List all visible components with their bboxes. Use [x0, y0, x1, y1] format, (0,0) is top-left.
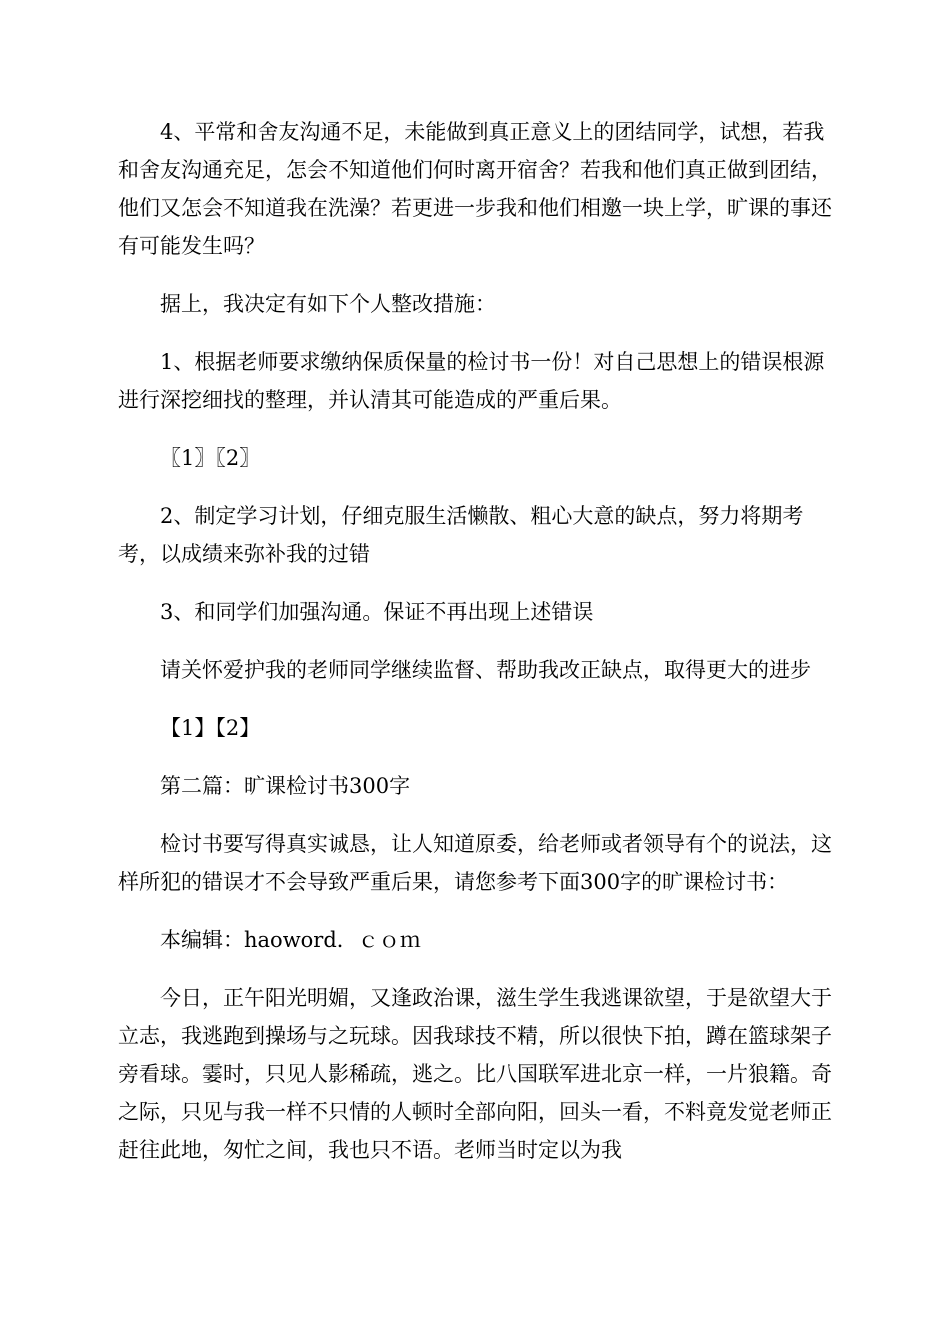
paragraph-story: 今日，正午阳光明媚，又逢政治课，滋生学生我逃课欲望，于是欲望大于立志，我逃跑到操场与之玩球。因我球技不精，所以很快下拍，蹲在篮球架子旁看球。霎时，只见人影稀疏，逃之。比八国联军进北京一样，一片狼籍。奇之际，只见与我一样不只情的人顿时全部向阳，回头一看，不料竟发觉老师正赶往此地，匆忙之间，我也只不语。老师当时定以为我: [118, 986, 832, 1162]
page-marker-2: 【1】【2】: [160, 716, 261, 740]
section-heading: 第二篇：旷课检讨书300字: [160, 774, 411, 798]
paragraph-measure-3: 3、和同学们加强沟通。保证不再出现上述错误: [160, 600, 594, 624]
paragraph-intro: 检讨书要写得真实诚恳，让人知道原委，给老师或者领导有个的说法，这样所犯的错误才不会导致严重后果，请您参考下面300字的旷课检讨书：: [118, 832, 832, 894]
paragraph-request: 请关怀爱护我的老师同学继续监督、帮助我改正缺点，取得更大的进步: [160, 658, 811, 682]
paragraph-measure-1: 1、根据老师要求缴纳保质保量的检讨书一份！对自己思想上的错误根源进行深挖细找的整理，并认清其可能造成的严重后果。: [118, 350, 825, 412]
paragraph-editor: 本编辑：haoword．ｃｏｍ: [160, 928, 421, 952]
paragraph-measures-intro: 据上，我决定有如下个人整改措施：: [160, 292, 496, 316]
paragraph-measure-2: 2、制定学习计划，仔细克服生活懒散、粗心大意的缺点，努力将期考考，以成绩来弥补我的过错: [118, 504, 804, 566]
page-marker-1: 〖1〗〖2〗: [160, 446, 261, 470]
paragraph-point-4: 4、平常和舍友沟通不足，未能做到真正意义上的团结同学，试想，若我和舍友沟通充足，怎会不知道他们何时离开宿舍？若我和他们真正做到团结，他们又怎会不知道我在洗澡？若更进一步我和他们相邀一块上学，旷课的事还有可能发生吗？: [118, 120, 832, 258]
